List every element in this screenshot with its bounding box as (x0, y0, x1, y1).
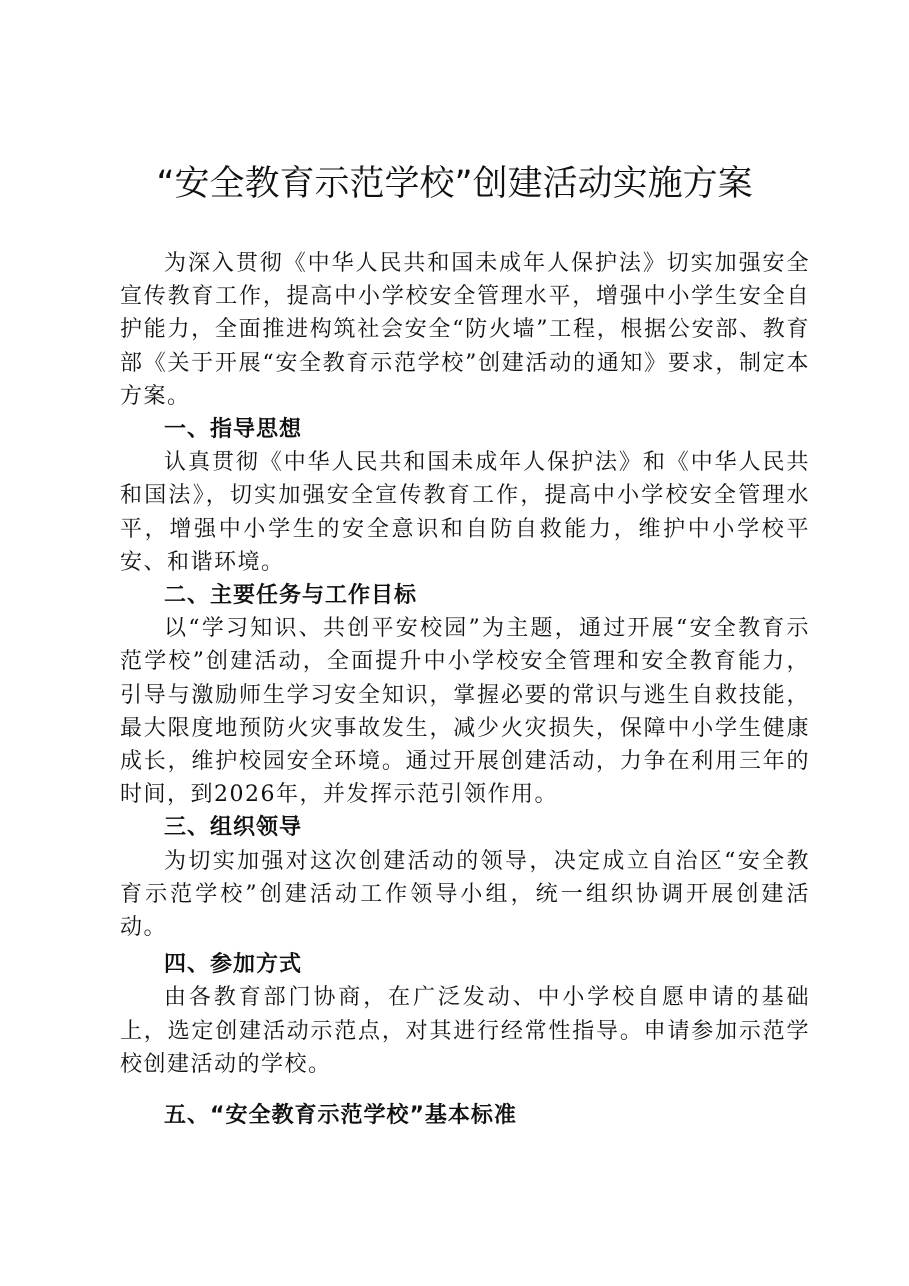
document-body (120, 247, 810, 1132)
intro-paragraph: 为深入贯彻《中华人民共和国未成年人保护法》切实加强安全宣传教育工作，提高中小学校安全管理水平，增强中小学生安全自护能力，全面推进构筑社会安全“防火墙”工程，根据公安部、教育部《关于开展“安全教育示范学校”创建活动的通知》要求，制定本方案。 (120, 251, 810, 409)
section-heading-participation: 四、参加方式 (164, 952, 303, 978)
section-heading-tasks-goals: 二、主要任务与工作目标 (164, 583, 418, 609)
section-heading-basic-standards: 五、“安全教育示范学校”基本标准 (164, 1103, 517, 1129)
section-text-organization: 为切实加强对这次创建活动的领导，决定成立自治区“安全教育示范学校”创建活动工作领导小组，统一组织协调开展创建活动。 (120, 848, 810, 941)
section-text-participation: 由各教育部门协商，在广泛发动、中小学校自愿申请的基础上，选定创建活动示范点，对其进行经常性指导。申请参加示范学校创建活动的学校。 (120, 985, 810, 1077)
section-text-tasks-goals: 以“学习知识、共创平安校园”为主题，通过开展“安全教育示范学校”创建活动，全面提升中小学校安全管理和安全教育能力，引导与激励师生学习安全知识，掌握必要的常识与逃生自救技能，最大限度地预防火灾事故发生，减少火灾损失，保障中小学生健康成长，维护校园安全环境。通过开展创建活动，力争在利用三年的时间，到2026年，并发挥示范引领作用。 (120, 616, 810, 808)
section-heading-organization: 三、组织领导 (164, 815, 303, 841)
document-title: “安全教育示范学校”创建活动实施方案 (156, 164, 753, 204)
section-text-guiding-ideology: 认真贯彻《中华人民共和国未成年人保护法》和《中华人民共和国法》，切实加强安全宣传教育工作，提高中小学校安全管理水平，增强中小学生的安全意识和自防自救能力，维护中小学校平安、和谐环境。 (120, 450, 810, 575)
section-heading-guiding-ideology: 一、指导思想 (164, 417, 303, 443)
